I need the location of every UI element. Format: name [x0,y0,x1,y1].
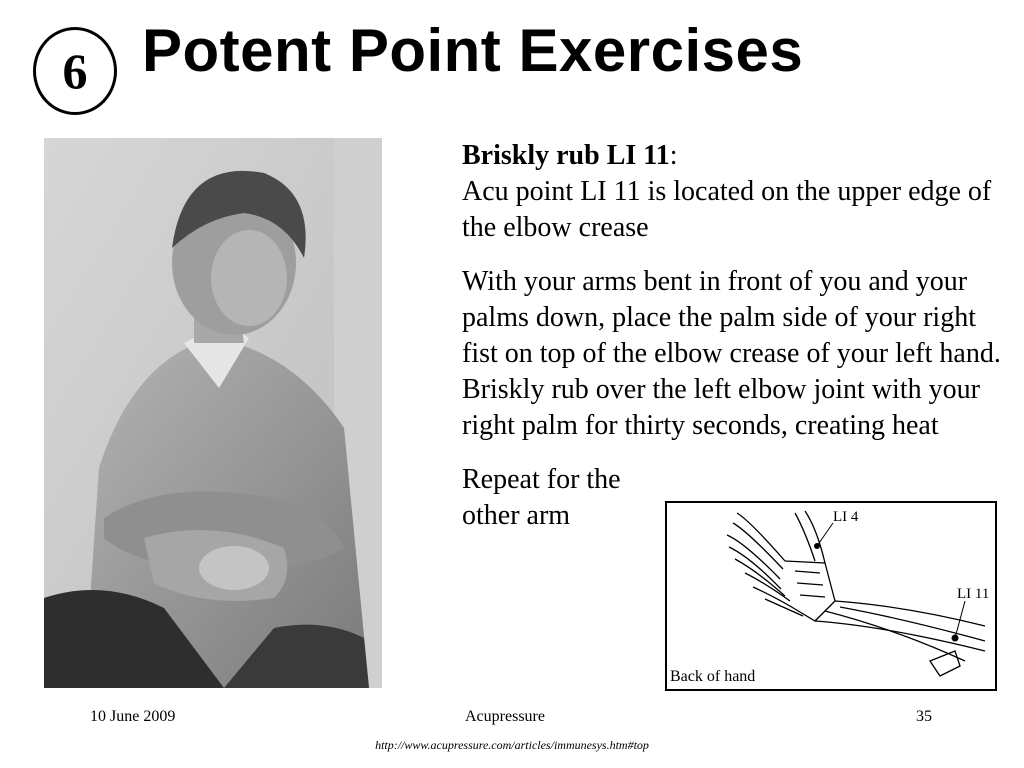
exercise-heading-paragraph [462,138,1002,246]
repeat-line-2: other arm [462,500,571,531]
footer-topic: Acupressure [465,708,545,725]
label-li11: LI 11 [957,586,990,602]
slide-number-badge [33,27,117,115]
exercise-heading: Briskly rub LI 11 [462,140,670,171]
instructions-text: With your arms bent in front of you and your palms down, place the palm side of your right fist on top of the elbow crease of your left hand. Briskly rub over the left elbow joint with your right palm for thirty seconds, creating heat [462,266,1001,441]
source-url-link[interactable]: http://www.acupressure.com/articles/immunesys.htm#top [375,738,649,752]
footer-date: 10 June 2009 [90,708,176,725]
hand-arm-diagram [665,501,997,691]
repeat-paragraph [462,462,662,534]
slide-title: Potent Point Exercises [142,17,804,84]
diagram-caption: Back of hand [670,668,756,685]
heading-colon: : [669,140,678,171]
label-li4: LI 4 [833,509,859,525]
repeat-line-1: Repeat for the [462,464,621,495]
footer-page-number: 35 [916,708,932,725]
location-text: Acu point LI 11 is located on the upper edge of the elbow crease [462,176,992,243]
slide-number: 6 [62,43,88,99]
exercise-text [462,138,1002,552]
man-rubbing-elbow-photo [44,138,382,688]
